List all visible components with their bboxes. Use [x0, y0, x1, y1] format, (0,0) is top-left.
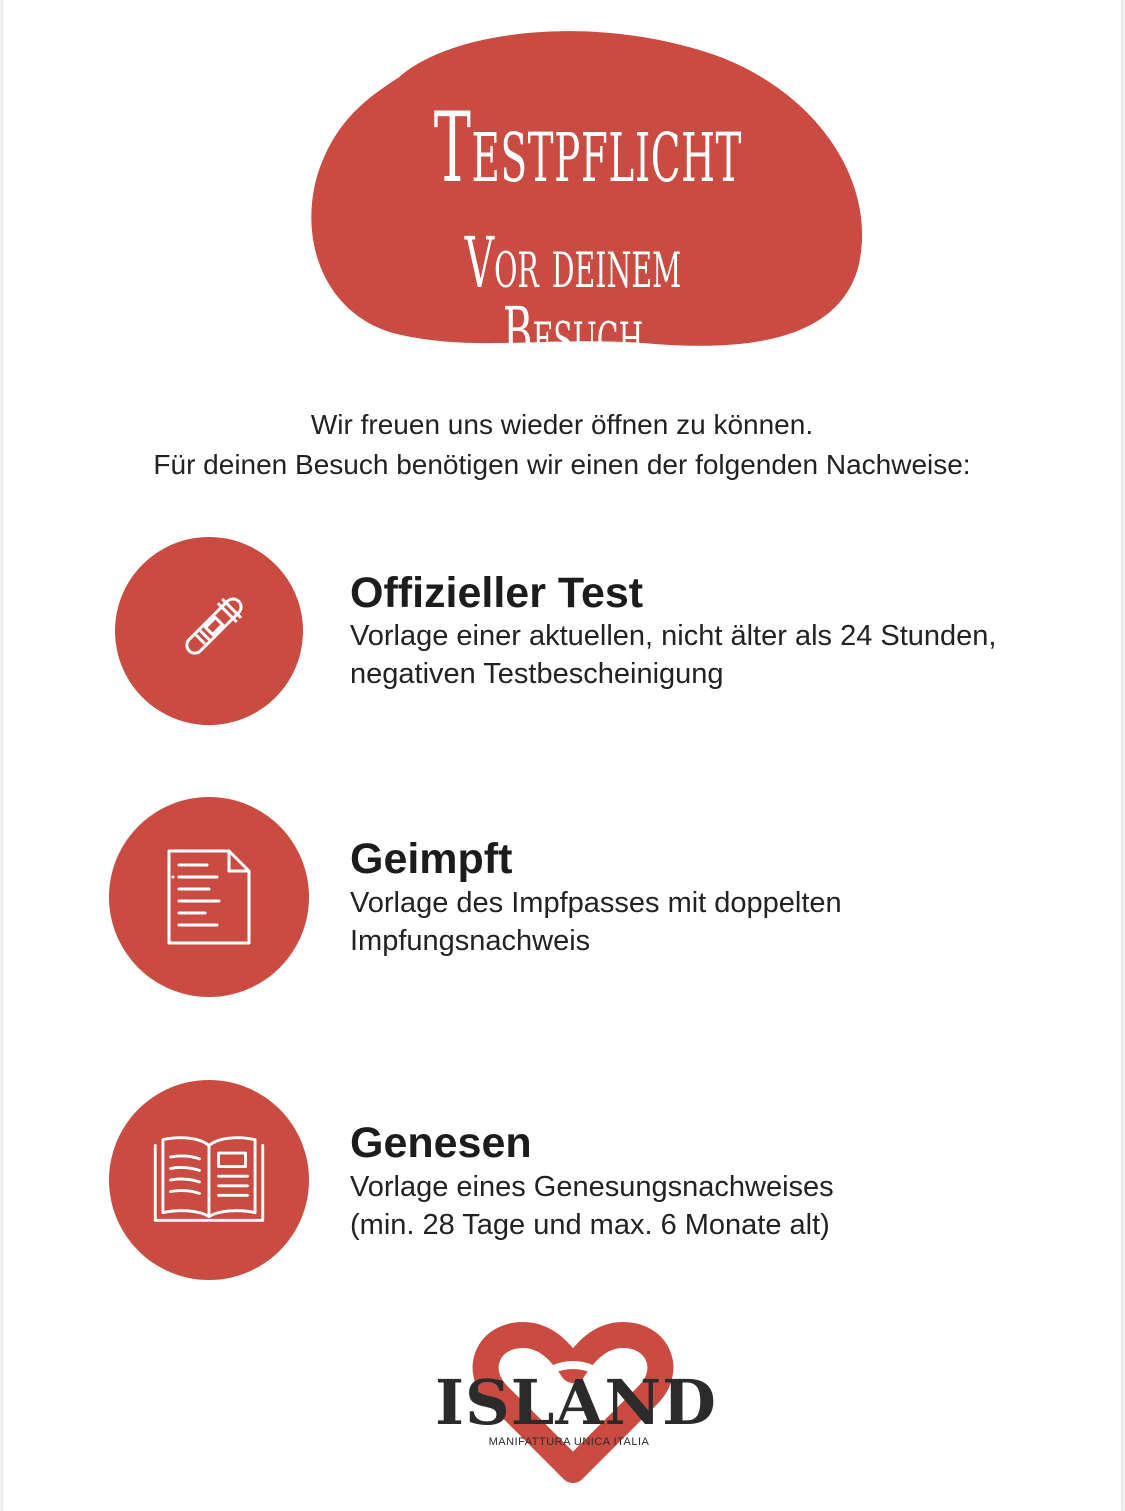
intro-line-1: Wir freuen uns wieder öffnen zu können.	[310, 409, 814, 440]
item-desc-genesen	[350, 1168, 1090, 1244]
item-desc-line: Vorlage eines Genesungsnachweises	[350, 1171, 834, 1203]
document-icon-circle	[109, 797, 309, 997]
item-title-test: Offizieller Test	[350, 569, 644, 617]
logo-tagline: MANIFATTURA UNICA ITALIA	[488, 1436, 650, 1448]
item-desc-line: Impfungsnachweis	[350, 925, 591, 957]
test-tube-icon	[159, 581, 259, 681]
item-desc-geimpft	[350, 884, 1090, 960]
open-book-icon-circle	[109, 1080, 309, 1280]
page-subtitle: Vor deinem Besuch	[464, 222, 682, 374]
item-title-geimpft: Geimpft	[350, 835, 513, 883]
open-book-icon	[151, 1132, 267, 1228]
logo-name: ISLAND	[435, 1366, 717, 1439]
item-desc-line: Vorlage des Impfpasses mit doppelten	[350, 887, 842, 919]
test-tube-icon-circle	[115, 537, 303, 725]
flyer-page	[3, 0, 1121, 1511]
item-desc-line: negativen Testbescheinigung	[350, 658, 724, 690]
page-title: Testpflicht	[433, 92, 743, 204]
document-icon	[159, 847, 259, 947]
item-desc-test	[350, 617, 1090, 693]
item-title-genesen: Genesen	[350, 1119, 532, 1167]
intro-line-2: Für deinen Besuch benötigen wir einen der folgenden Nachweise:	[153, 449, 971, 480]
item-desc-line: Vorlage einer aktuellen, nicht älter als 24 Stunden,	[350, 620, 997, 652]
intro-text	[3, 405, 1121, 485]
item-desc-line: (min. 28 Tage und max. 6 Monate alt)	[350, 1209, 830, 1241]
